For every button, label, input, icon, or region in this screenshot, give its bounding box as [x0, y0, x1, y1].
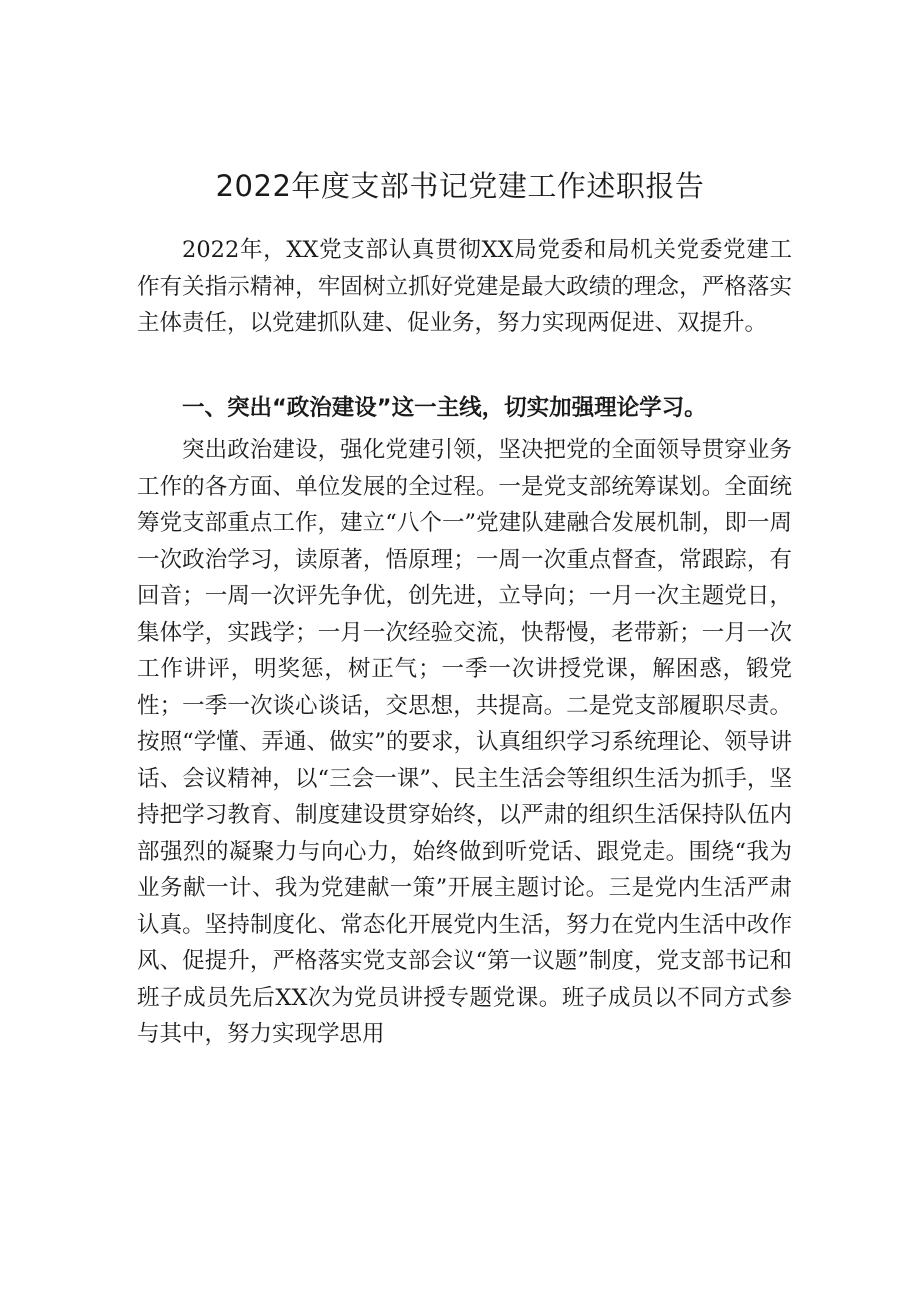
section-1-body	[137, 432, 792, 1053]
intro-section	[137, 232, 792, 342]
section-1-heading: 一、突出“政治建设”这一主线，切实加强理论学习。	[182, 395, 707, 421]
section-1-paragraph: 突出政治建设，强化党建引领，坚决把党的全面领导贯穿业务工作的各方面、单位发展的全过程。一是党支部统筹谋划。全面统筹党支部重点工作，建立“八个一”党建队建融合发展机制，即一周一次政治学习，读原著，悟原理；一周一次重点督查，常跟踪，有回音；一周一次评先争优，创先进，立导向；一月一次主题党日，集体学，实践学；一月一次经验交流，快帮慢，老带新；一月一次工作讲评，明奖惩，树正气；一季一次讲授党课，解困惑，锻党性；一季一次谈心谈话，交思想，共提高。二是党支部履职尽责。按照“学懂、弄通、做实”的要求，认真组织学习系统理论、领导讲话、会议精神，以“三会一课”、民主生活会等组织生活为抓手，坚持把学习教育、制度建设贯穿始终，以严肃的组织生活保持队伍内部强烈的凝聚力与向心力，始终做到听党话、跟党走。围绕“我为业务献一计、我为党建献一策”开展主题讨论。三是党内生活严肃认真。坚持制度化、常态化开展党内生活，努力在党内生活中改作风、促提升，严格落实党支部会议“第一议题”制度，党支部书记和班子成员先后XX次为党员讲授专题党课。班子成员以不同方式参与其中，努力实现学思用	[137, 437, 792, 1047]
document-title: 2022年度支部书记党建工作述职报告	[215, 169, 705, 203]
intro-paragraph: 2022年，XX党支部认真贯彻XX局党委和局机关党委党建工作有关指示精神，牢固树立抓好党建是最大政绩的理念，严格落实主体责任，以党建抓队建、促业务，努力实现两促进、双提升。	[137, 237, 792, 336]
